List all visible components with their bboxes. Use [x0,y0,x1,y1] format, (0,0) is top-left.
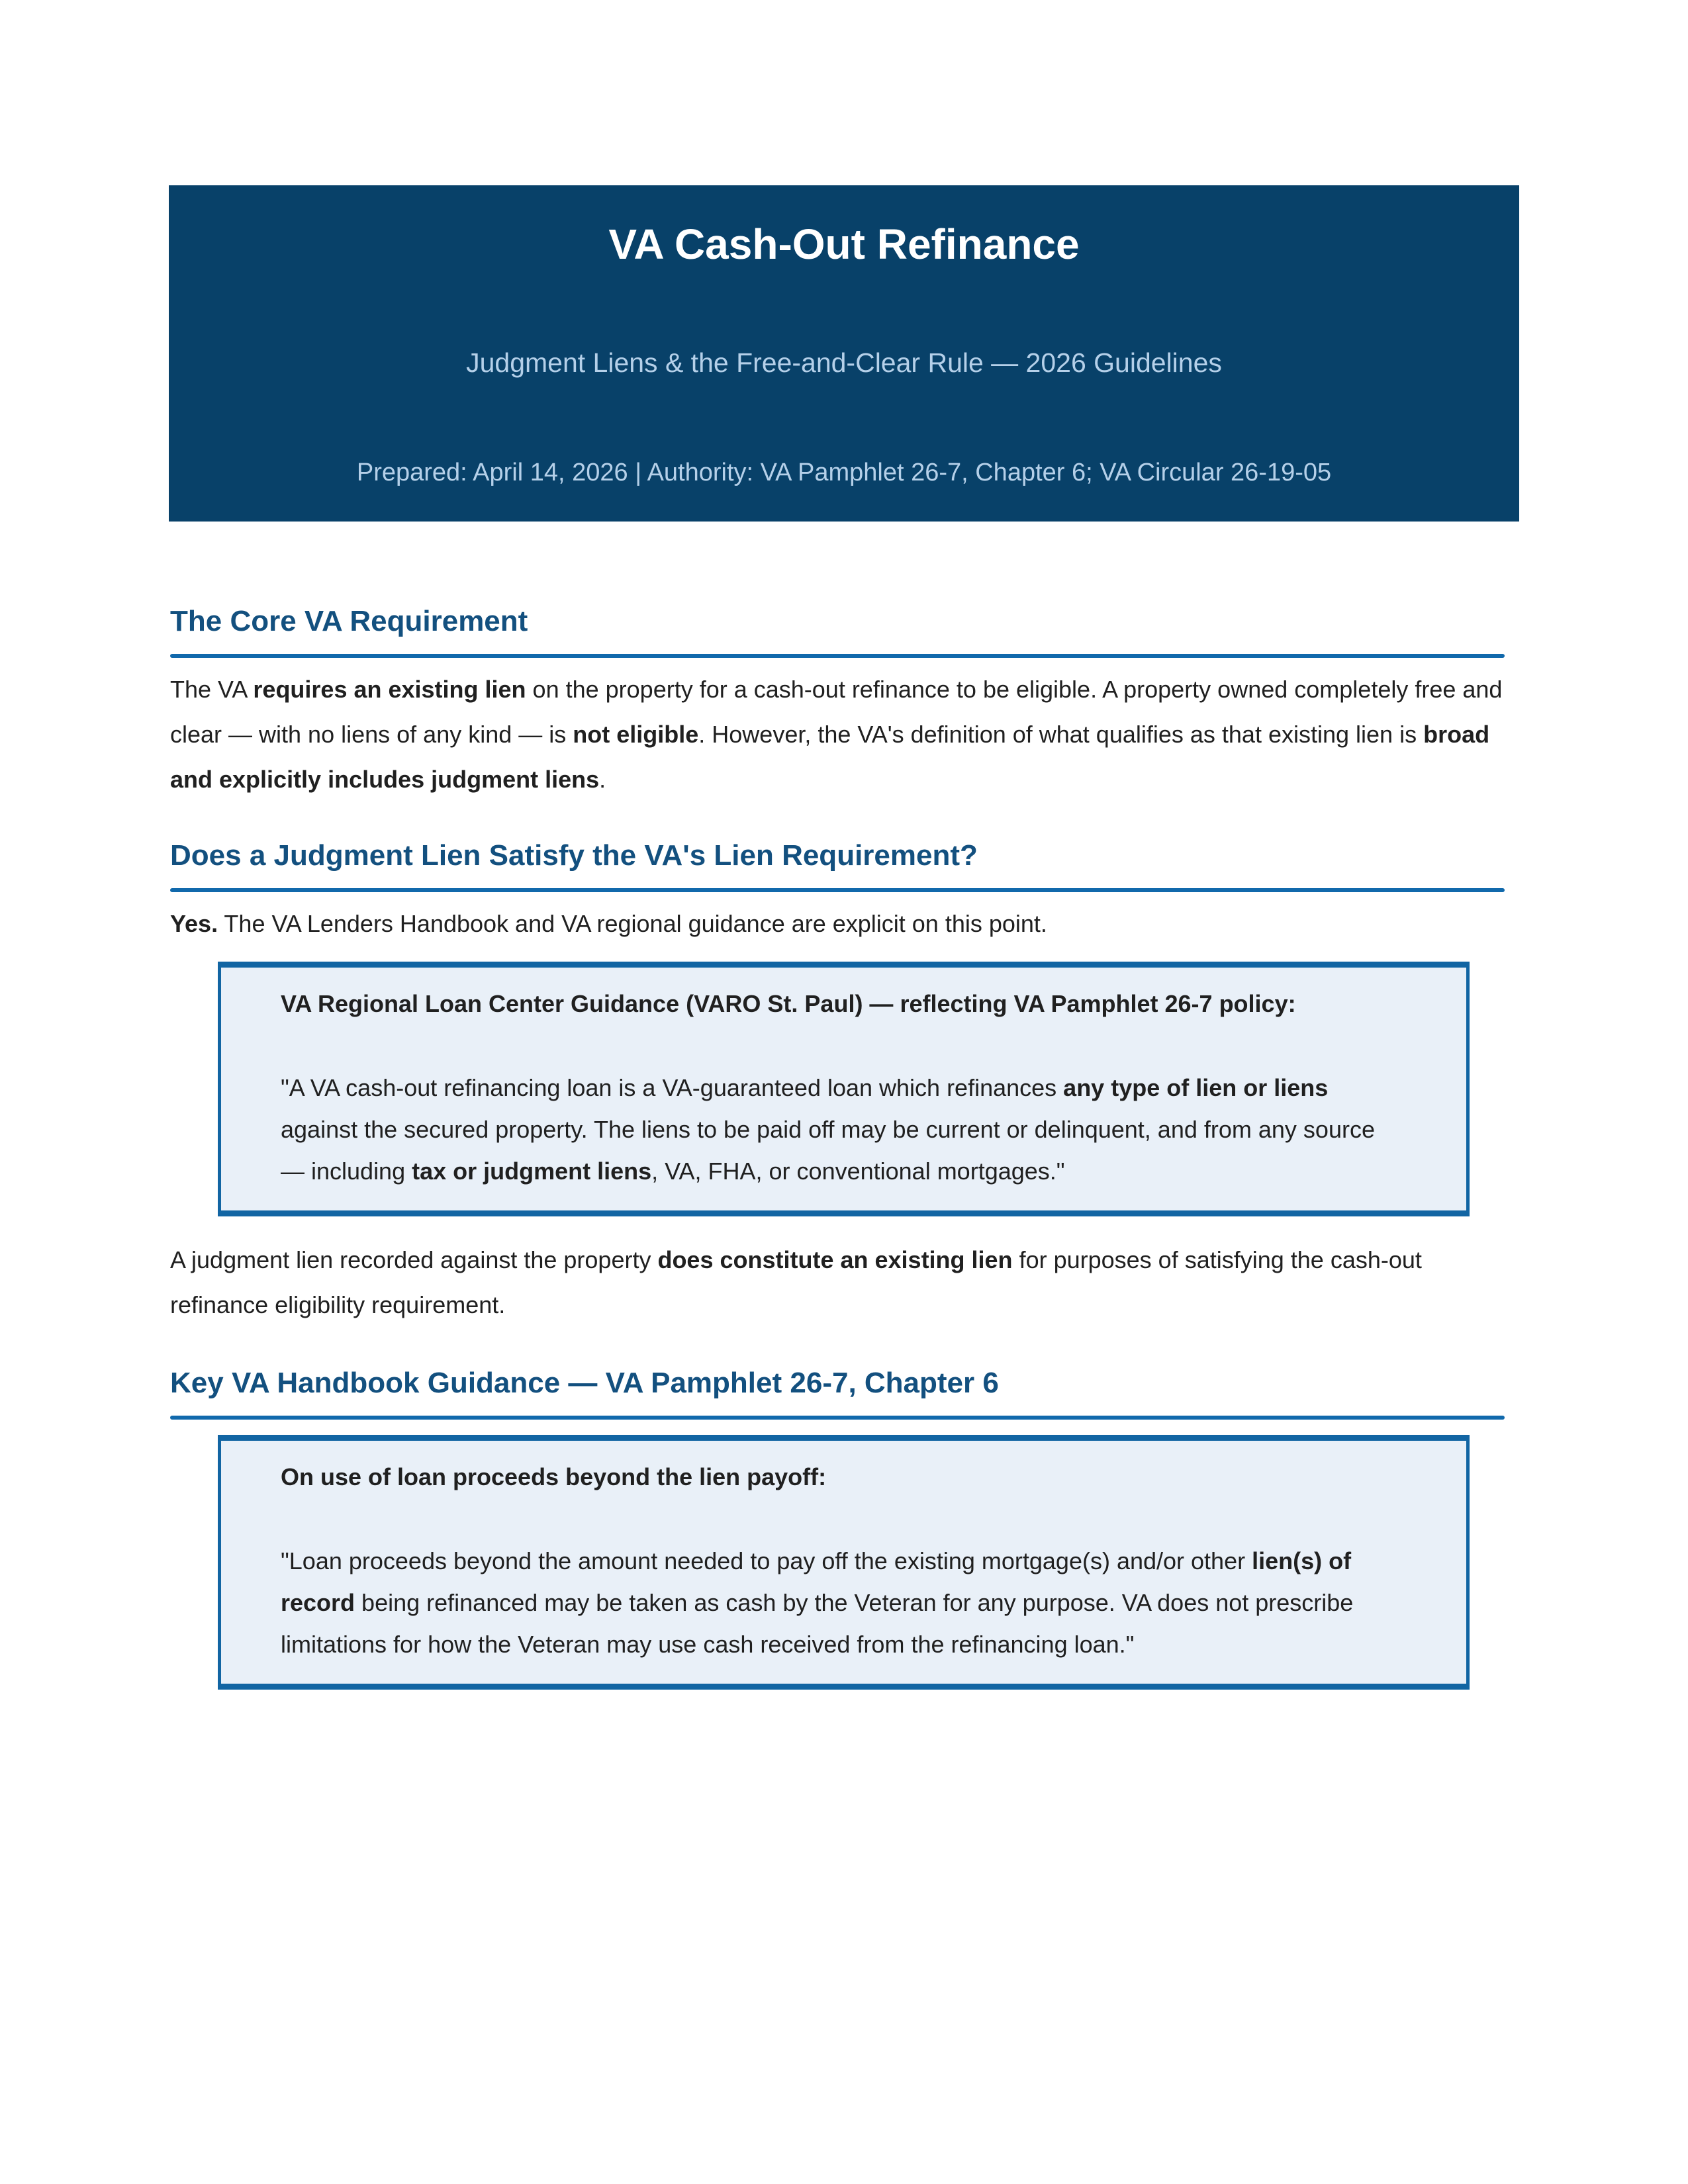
prepared-authority-line: Prepared: April 14, 2026 | Authority: VA Pamphlet 26-7, Chapter 6; VA Circular 26-19-05 [356,459,1332,486]
handbook-guidance-callout-title: On use of loan proceeds beyond the lien payoff: [281,1463,827,1490]
yes-answer-paragraph: Yes. The VA Lenders Handbook and VA regional guidance are explicit on this point. [170,910,1047,937]
conclusion-paragraph: A judgment lien recorded against the property does constitute an existing lien for purposes of satisfying the cash-out refinance eligibility requirement. [170,1246,1422,1318]
varo-guidance-callout-quote: "A VA cash-out refinancing loan is a VA-guaranteed loan which refinances any type of lien or liens against the secured property. The liens to be paid off may be current or delinquent, and from any source — including tax or judgment liens, VA, FHA, or conventional mortgages." [281,1074,1375,1185]
handbook-guidance-callout [218,1435,1470,1690]
handbook-guidance-callout-quote: "Loan proceeds beyond the amount needed to pay off the existing mortgage(s) and/or other lien(s) of record being refinanced may be taken as cash by the Veteran for any purpose. VA does not prescribe limitations for how the Veteran may use cash received from the refinancing loan." [281,1547,1354,1658]
section-heading-handbook-guidance: Key VA Handbook Guidance — VA Pamphlet 26-7, Chapter 6 [170,1367,999,1399]
section-divider-rule [170,888,1505,892]
section-heading-judgment-lien-question: Does a Judgment Lien Satisfy the VA's Lien Requirement? [170,839,978,872]
core-requirement-paragraph: The VA requires an existing lien on the property for a cash-out refinance to be eligible. A property owned completely free and clear — with no liens of any kind — is not eligible. However, the VA's definition of what qualifies as that existing lien is broad and explicitly includes judgment liens. [170,676,1503,793]
document-title: VA Cash-Out Refinance [608,220,1080,268]
varo-guidance-callout [218,962,1470,1216]
title-banner [169,185,1519,522]
section-divider-rule [170,1416,1505,1420]
document-subtitle: Judgment Liens & the Free-and-Clear Rule — 2026 Guidelines [466,347,1222,378]
varo-guidance-callout-title: VA Regional Loan Center Guidance (VARO St. Paul) — reflecting VA Pamphlet 26-7 policy: [281,990,1296,1017]
section-heading-core-va-requirement: The Core VA Requirement [170,605,528,637]
document-body [170,522,1505,1690]
section-divider-rule [170,654,1505,658]
